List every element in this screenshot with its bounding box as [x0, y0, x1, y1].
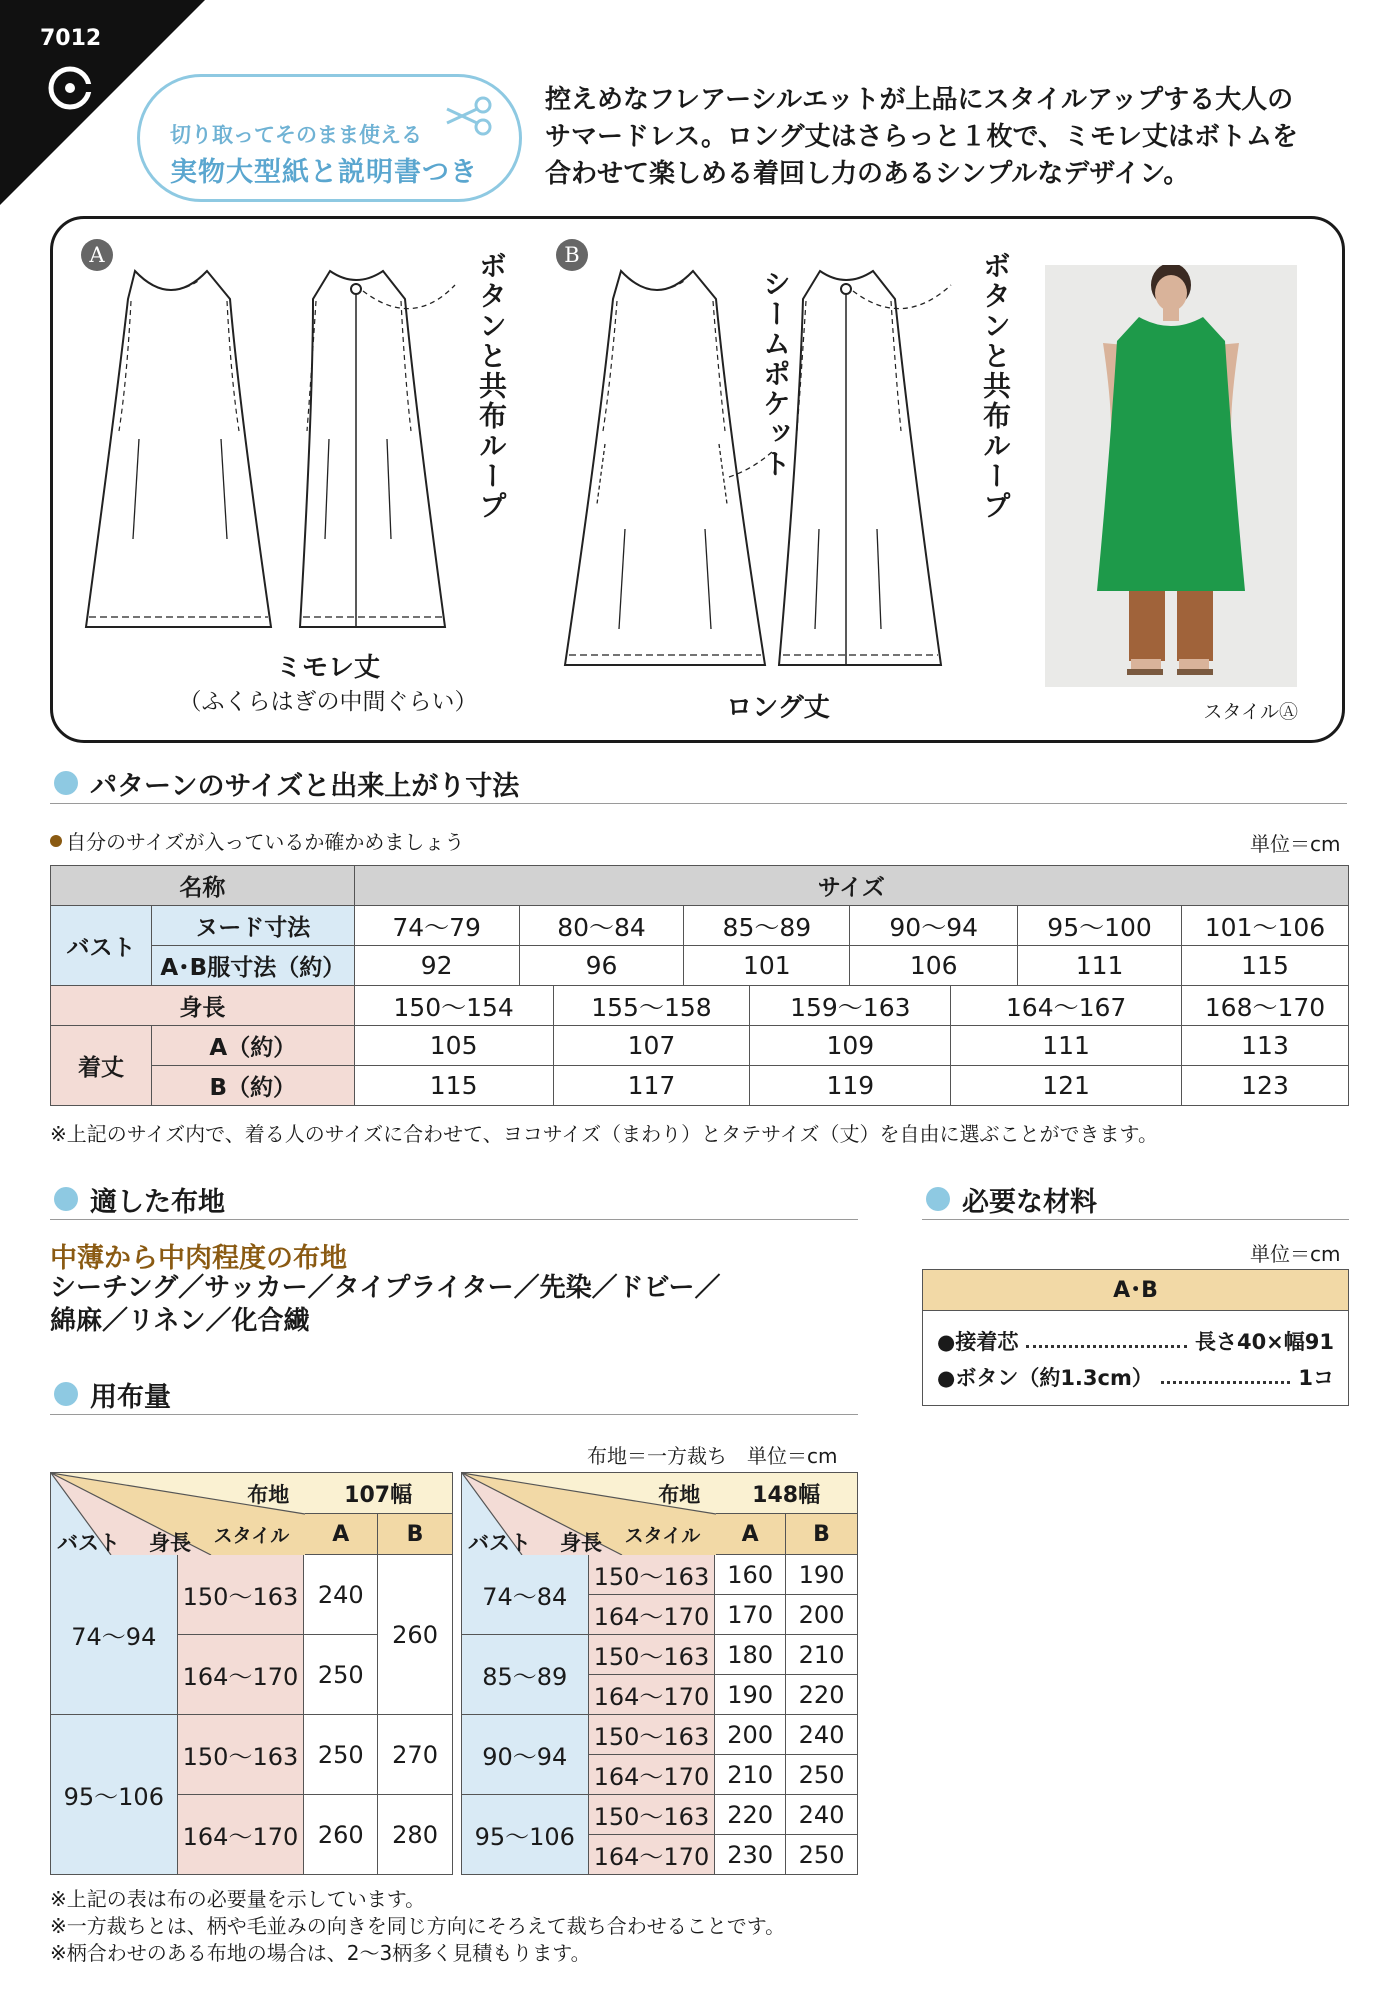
value-cell: 210 — [715, 1755, 786, 1795]
section-header-size — [50, 764, 1347, 804]
section-title: パターンのサイズと出来上がり寸法 — [90, 771, 520, 802]
annotation-button-loop-a: ボタンと共布ループ — [475, 251, 508, 521]
annotation-seam-pocket: シームポケット — [759, 269, 792, 479]
footnote-line: ※上記の表は布の必要量を示しています。 — [50, 1887, 426, 1911]
value-cell: 270 — [378, 1715, 453, 1795]
height-cell: 155〜158 — [553, 986, 750, 1026]
material-name: ●ボタン（約1.3cm） — [937, 1366, 1153, 1390]
fabric-label: 布地 — [247, 1483, 290, 1507]
length-b-cell: 115 — [354, 1066, 553, 1106]
bust-cell: 95〜106 — [462, 1795, 589, 1875]
value-cell: 250 — [786, 1835, 858, 1875]
length-label: 着丈 — [51, 1026, 152, 1106]
section-header-yardage — [50, 1375, 858, 1415]
value-cell: 240 — [304, 1555, 378, 1635]
width-header: 107幅 — [304, 1473, 453, 1514]
bust-label: バスト — [57, 1531, 120, 1555]
section-header-fabric — [50, 1180, 858, 1220]
size-note — [50, 826, 464, 855]
length-b-cell: 121 — [951, 1066, 1182, 1106]
pattern-number: 7012 — [40, 26, 102, 51]
height-cell: 164〜170 — [588, 1675, 715, 1715]
diagonal-header — [51, 1473, 304, 1555]
style-b-marker: B — [556, 239, 588, 271]
pattern-badge — [137, 74, 522, 202]
height-cell: 150〜163 — [588, 1635, 715, 1675]
bust-cell: 85〜89 — [462, 1635, 589, 1715]
model-photo — [1045, 265, 1297, 687]
length-b-cell: 117 — [553, 1066, 750, 1106]
section-bullet-icon — [54, 1382, 78, 1406]
height-label: 身長 — [51, 986, 355, 1026]
height-cell: 150〜163 — [588, 1555, 715, 1595]
height-cell: 150〜154 — [354, 986, 553, 1026]
garment-label: A･B服寸法（約） — [151, 946, 354, 986]
bust-label: バスト — [468, 1531, 531, 1555]
style-label: スタイル — [213, 1525, 290, 1547]
bullet-icon — [50, 835, 62, 847]
height-cell: 168〜170 — [1182, 986, 1349, 1026]
value-cell: 240 — [786, 1795, 858, 1835]
nude-size-cell: 80〜84 — [519, 906, 684, 946]
section-bullet-icon — [54, 771, 78, 795]
nude-size-cell: 101〜106 — [1182, 906, 1349, 946]
section-bullet-icon — [54, 1187, 78, 1211]
footnote-line: ※一方裁ちとは、柄や毛並みの向きを同じ方向にそろえて裁ち合わせることです。 — [50, 1914, 786, 1938]
width-header: 148幅 — [715, 1473, 858, 1514]
style-a-marker: A — [81, 239, 113, 271]
nude-size-cell: 90〜94 — [850, 906, 1018, 946]
height-label: 身長 — [149, 1531, 191, 1555]
size-table — [50, 865, 1349, 1106]
caption-midi-length: ミモレ丈 — [275, 653, 380, 683]
height-cell: 164〜170 — [177, 1795, 304, 1875]
col-size-header: サイズ — [354, 866, 1348, 906]
height-cell: 150〜163 — [177, 1715, 304, 1795]
nude-size-cell: 95〜100 — [1018, 906, 1182, 946]
nude-size-cell: 85〜89 — [684, 906, 850, 946]
value-cell: 170 — [715, 1595, 786, 1635]
nude-size-cell: 74〜79 — [354, 906, 519, 946]
col-a-header: A — [304, 1514, 378, 1555]
fabric-label: 布地 — [658, 1483, 701, 1507]
value-cell: 260 — [378, 1555, 453, 1715]
intro-line: 控えめなフレアーシルエットが上品にスタイルアップする大人の — [545, 85, 1294, 115]
height-cell: 164〜170 — [588, 1835, 715, 1875]
garment-size-cell: 96 — [519, 946, 684, 986]
height-cell: 164〜170 — [588, 1595, 715, 1635]
height-cell: 150〜163 — [177, 1555, 304, 1635]
material-name: ●接着芯 — [937, 1330, 1019, 1354]
size-unit: 単位＝cm — [1250, 832, 1341, 856]
yardage-table-148 — [461, 1472, 858, 1875]
length-a-cell: 107 — [553, 1026, 750, 1066]
material-value: 1コ — [1298, 1366, 1334, 1390]
fabric-line: シーチング／サッカー／タイプライター／先染／ドビー／ — [50, 1273, 721, 1303]
materials-box — [922, 1269, 1349, 1406]
value-cell: 250 — [786, 1755, 858, 1795]
length-a-label: A（約） — [151, 1026, 354, 1066]
footnote-line: ※柄合わせのある布地の場合は、2〜3柄多く見積もります。 — [50, 1941, 591, 1965]
style-label: スタイル — [624, 1525, 701, 1547]
length-b-cell: 119 — [750, 1066, 951, 1106]
value-cell: 250 — [304, 1635, 378, 1715]
section-title: 必要な材料 — [962, 1187, 1097, 1218]
intro-line: 合わせて楽しめる着回し力のあるシンプルなデザイン。 — [545, 159, 1190, 189]
bust-cell: 74〜94 — [51, 1555, 178, 1715]
length-a-cell: 105 — [354, 1026, 553, 1066]
brand-logo-icon — [46, 64, 94, 112]
bust-cell: 90〜94 — [462, 1715, 589, 1795]
nude-label: ヌード寸法 — [151, 906, 354, 946]
value-cell: 160 — [715, 1555, 786, 1595]
yardage-table-107 — [50, 1472, 453, 1875]
illustration-panel — [50, 216, 1345, 743]
yardage-footnotes — [50, 1886, 785, 1967]
value-cell: 200 — [786, 1595, 858, 1635]
height-cell: 164〜170 — [588, 1755, 715, 1795]
section-title: 用布量 — [90, 1382, 171, 1413]
bust-label: バスト — [51, 906, 152, 986]
value-cell: 260 — [304, 1795, 378, 1875]
size-note-text: 自分のサイズが入っているか確かめましょう — [66, 830, 465, 854]
garment-size-cell: 106 — [850, 946, 1018, 986]
diagonal-header — [462, 1473, 715, 1555]
yardage-note: 布地＝一方裁ち 単位＝cm — [587, 1444, 838, 1468]
height-cell: 164〜170 — [177, 1635, 304, 1715]
garment-size-cell: 111 — [1018, 946, 1182, 986]
material-row — [937, 1362, 1334, 1392]
caption-midi-length-sub: （ふくらはぎの中間ぐらい） — [178, 689, 478, 715]
fabric-heading: 中薄から中肉程度の布地 — [50, 1243, 347, 1274]
length-b-label: B（約） — [151, 1066, 354, 1106]
height-label: 身長 — [560, 1531, 602, 1555]
garment-size-cell: 101 — [684, 946, 850, 986]
value-cell: 210 — [786, 1635, 858, 1675]
length-a-cell: 111 — [951, 1026, 1182, 1066]
bust-cell: 95〜106 — [51, 1715, 178, 1875]
value-cell: 180 — [715, 1635, 786, 1675]
material-row — [937, 1326, 1334, 1356]
garment-size-cell: 92 — [354, 946, 519, 986]
scissors-icon — [443, 93, 495, 139]
leader-dots — [1161, 1362, 1291, 1384]
height-cell: 150〜163 — [588, 1715, 715, 1755]
section-header-materials — [922, 1180, 1349, 1220]
length-a-cell: 109 — [750, 1026, 951, 1066]
section-title: 適した布地 — [90, 1187, 225, 1218]
value-cell: 230 — [715, 1835, 786, 1875]
value-cell: 200 — [715, 1715, 786, 1755]
value-cell: 190 — [715, 1675, 786, 1715]
col-b-header: B — [378, 1514, 453, 1555]
length-a-cell: 113 — [1182, 1026, 1349, 1066]
height-cell: 164〜167 — [951, 986, 1182, 1026]
value-cell: 220 — [715, 1795, 786, 1835]
value-cell: 280 — [378, 1795, 453, 1875]
length-b-cell: 123 — [1182, 1066, 1349, 1106]
col-name-header: 名称 — [51, 866, 355, 906]
annotation-button-loop-b: ボタンと共布ループ — [979, 251, 1012, 521]
intro-text — [545, 82, 1345, 193]
intro-line: サマードレス。ロング丈はさらっと１枚で、ミモレ丈はボトムを — [545, 122, 1298, 152]
height-cell: 159〜163 — [750, 986, 951, 1026]
caption-long-length: ロング丈 — [726, 693, 830, 723]
badge-line1: 切り取ってそのまま使える — [170, 123, 422, 147]
value-cell: 220 — [786, 1675, 858, 1715]
value-cell: 190 — [786, 1555, 858, 1595]
value-cell: 250 — [304, 1715, 378, 1795]
fabric-list — [50, 1272, 721, 1338]
section-bullet-icon — [926, 1187, 950, 1211]
value-cell: 240 — [786, 1715, 858, 1755]
col-b-header: B — [786, 1514, 858, 1555]
photo-caption: スタイルⒶ — [1203, 701, 1298, 723]
height-cell: 150〜163 — [588, 1795, 715, 1835]
leader-dots — [1026, 1326, 1187, 1348]
material-value: 長さ40×幅91 — [1194, 1330, 1334, 1354]
size-footnote: ※上記のサイズ内で、着る人のサイズに合わせて、ヨコサイズ（まわり）とタテサイズ（丈）を自由に選ぶことができます。 — [50, 1122, 1158, 1146]
col-a-header: A — [715, 1514, 786, 1555]
materials-unit: 単位＝cm — [1250, 1242, 1341, 1266]
fabric-line: 綿麻／リネン／化合繊 — [50, 1306, 310, 1336]
materials-header: A･B — [923, 1270, 1348, 1311]
bust-cell: 74〜84 — [462, 1555, 589, 1635]
garment-size-cell: 115 — [1182, 946, 1349, 986]
badge-line2: 実物大型紙と説明書つき — [170, 157, 478, 188]
